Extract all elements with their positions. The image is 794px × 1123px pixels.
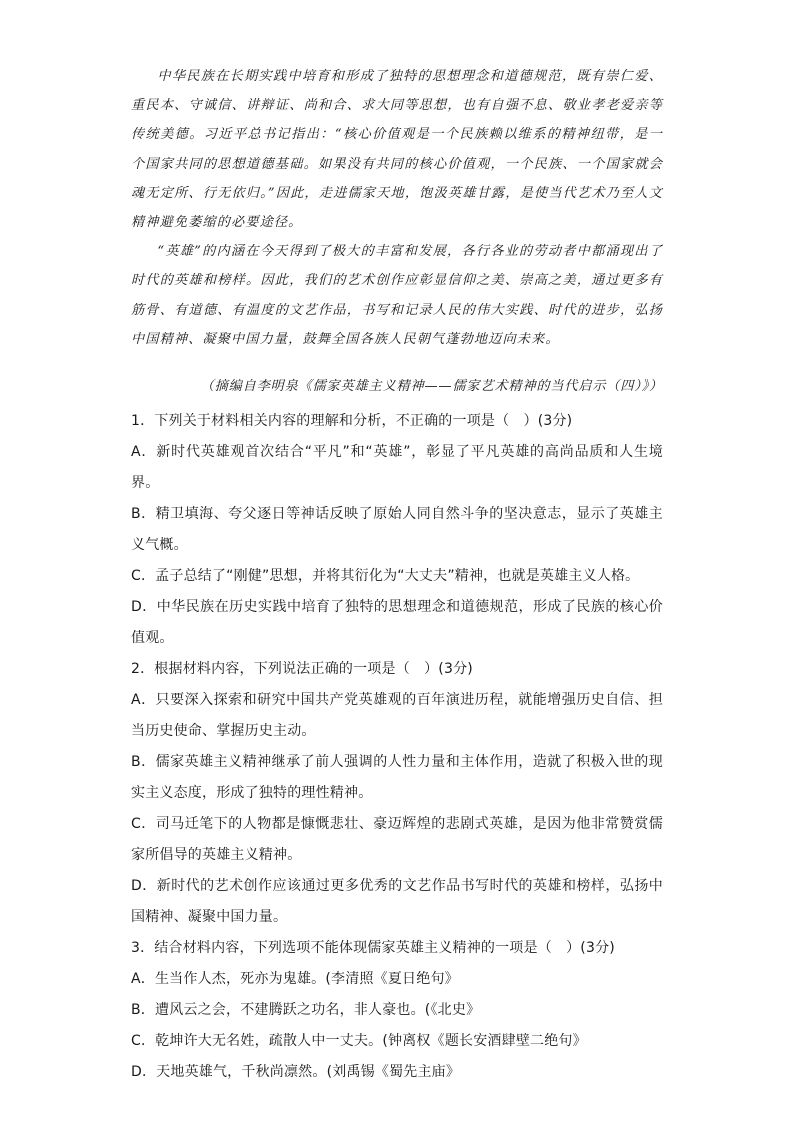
option-a[interactable]: A．生当作人杰，死亦为鬼雄。(李清照《夏日绝句》 — [131, 971, 459, 987]
question-stem: 3．结合材料内容，下列选项不能体现儒家英雄主义精神的一项是（ ）(3分) — [131, 940, 615, 956]
option-c[interactable]: C．乾坤许大无名姓，疏散人中一丈夫。(钟离权《题长安酒肆壁二绝句》 — [131, 1033, 587, 1049]
passage-paragraph: “英雄”的内涵在今天得到了极大的丰富和发展，各行各业的劳动者中都涌现出了时代的英雄和榜样。因此，我们的艺术创作应彰显信仰之美、崇高之美，通过更多有筋骨、有道德、有温度的文艺作品，书写和记录人民的伟大实践、时代的进步，弘扬中国精神、凝聚中国力量，鼓舞全国各族人民朝气蓬勃地迈向未来。 — [131, 244, 663, 347]
option-c[interactable]: C．孟子总结了“刚健”思想，并将其衍化为“大丈夫”精神，也就是英雄主义人格。 — [131, 568, 640, 584]
option-d[interactable]: D．中华民族在历史实践中培育了独特的思想理念和道德规范，形成了民族的核心价值观。 — [131, 599, 663, 646]
option-d[interactable]: D．新时代的艺术创作应该通过更多优秀的文艺作品书写时代的英雄和榜样，弘扬中国精神、凝聚中国力量。 — [131, 878, 663, 925]
option-c[interactable]: C．司马迁笔下的人物都是慷慨悲壮、豪迈辉煌的悲剧式英雄，是因为他非常赞赏儒家所倡导的英雄主义精神。 — [131, 816, 663, 863]
question-list — [131, 406, 663, 1088]
question-stem: 2．根据材料内容，下列说法正确的一项是（ ）(3分) — [131, 661, 473, 677]
passage-source: （摘编自李明泉《儒家英雄主义精神——儒家艺术精神的当代启示（四）》） — [200, 379, 663, 394]
question-3 — [131, 933, 663, 1088]
option-b[interactable]: B．遭风云之会，不建腾跃之功名，非人豪也。(《北史》 — [131, 1002, 481, 1018]
option-a[interactable]: A．只要深入探索和研究中国共产党英雄观的百年演进历程，就能增强历史自信、担当历史使命、掌握历史主动。 — [131, 692, 663, 739]
question-stem: 1．下列关于材料相关内容的理解和分析，不正确的一项是（ ）(3分) — [131, 413, 573, 429]
option-b[interactable]: B．精卫填海、夸父逐日等神话反映了原始人同自然斗争的坚决意志，显示了英雄主义气概。 — [131, 506, 663, 553]
question-1 — [131, 406, 663, 654]
question-2 — [131, 654, 663, 933]
option-a[interactable]: A．新时代英雄观首次结合“平凡”和“英雄”，彰显了平凡英雄的高尚品质和人生境界。 — [131, 444, 663, 491]
option-b[interactable]: B．儒家英雄主义精神继承了前人强调的人性力量和主体作用，造就了积极入世的现实主义态度，形成了独特的理性精神。 — [131, 754, 663, 801]
reading-passage — [131, 62, 663, 354]
passage-paragraph: 中华民族在长期实践中培育和形成了独特的思想理念和道德规范，既有崇仁爱、重民本、守诚信、讲辩证、尚和合、求大同等思想，也有自强不息、敬业孝老爱亲等传统美德。习近平总书记指出：“核心价值观是一个民族赖以维系的精神纽带，是一个国家共同的思想道德基础。如果没有共同的核心价值观，一个民族、一个国家就会魂无定所、行无依归。”因此，走进儒家天地，饱汲英雄甘露，是使当代艺术乃至人文精神避免萎缩的必要途径。 — [131, 69, 663, 231]
option-d[interactable]: D．天地英雄气，千秋尚凛然。(刘禹锡《蜀先主庙》 — [131, 1064, 461, 1080]
